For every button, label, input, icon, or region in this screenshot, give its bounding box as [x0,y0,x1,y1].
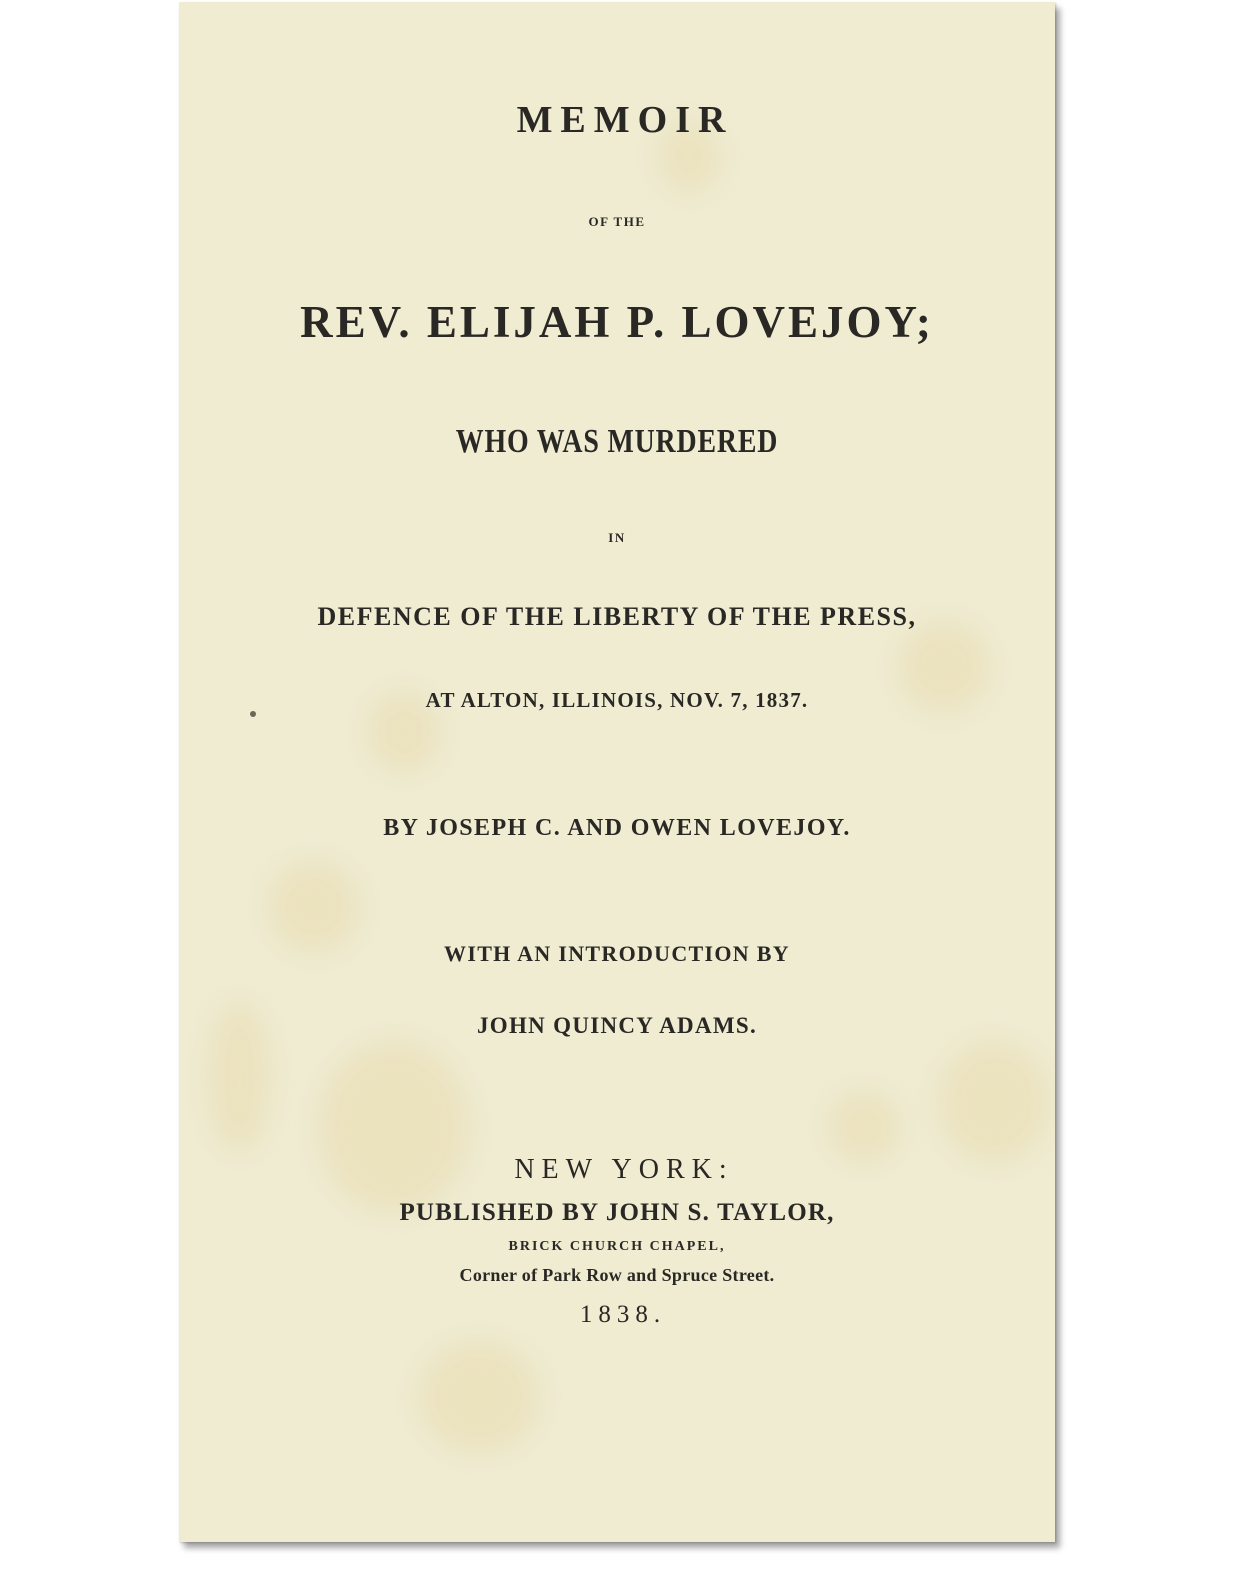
title-defence-line: DEFENCE OF THE LIBERTY OF THE PRESS, [317,602,917,631]
title-place-date: AT ALTON, ILLINOIS, NOV. 7, 1837. [425,688,809,712]
imprint-year: 1838. [579,1301,667,1328]
title-authors: BY JOSEPH C. AND OWEN LOVEJOY. [383,815,851,841]
title-introduction-author: JOHN QUINCY ADAMS. [476,1013,758,1038]
imprint-chapel: BRICK CHURCH CHAPEL, [508,1239,726,1254]
paper-stain [829,1092,899,1162]
paper-stain [939,1042,1049,1162]
imprint-city: NEW YORK: [514,1154,734,1185]
paper-stain [419,1342,539,1452]
book-title-page [179,2,1055,1542]
title-in: IN [608,530,626,545]
imprint-publisher: PUBLISHED BY JOHN S. TAYLOR, [399,1199,835,1226]
title-introduction-by: WITH AN INTRODUCTION BY [444,941,790,966]
imprint-address: Corner of Park Row and Spruce Street. [459,1265,775,1285]
paper-stain [319,1042,469,1212]
title-who-was-murdered: WHO WAS MURDERED [455,423,779,460]
title-memoir: MEMOIR [516,99,734,141]
paper-stain [269,862,359,952]
title-of-the: OF THE [588,214,646,229]
title-subject-name: REV. ELIJAH P. LOVEJOY; [300,297,934,347]
